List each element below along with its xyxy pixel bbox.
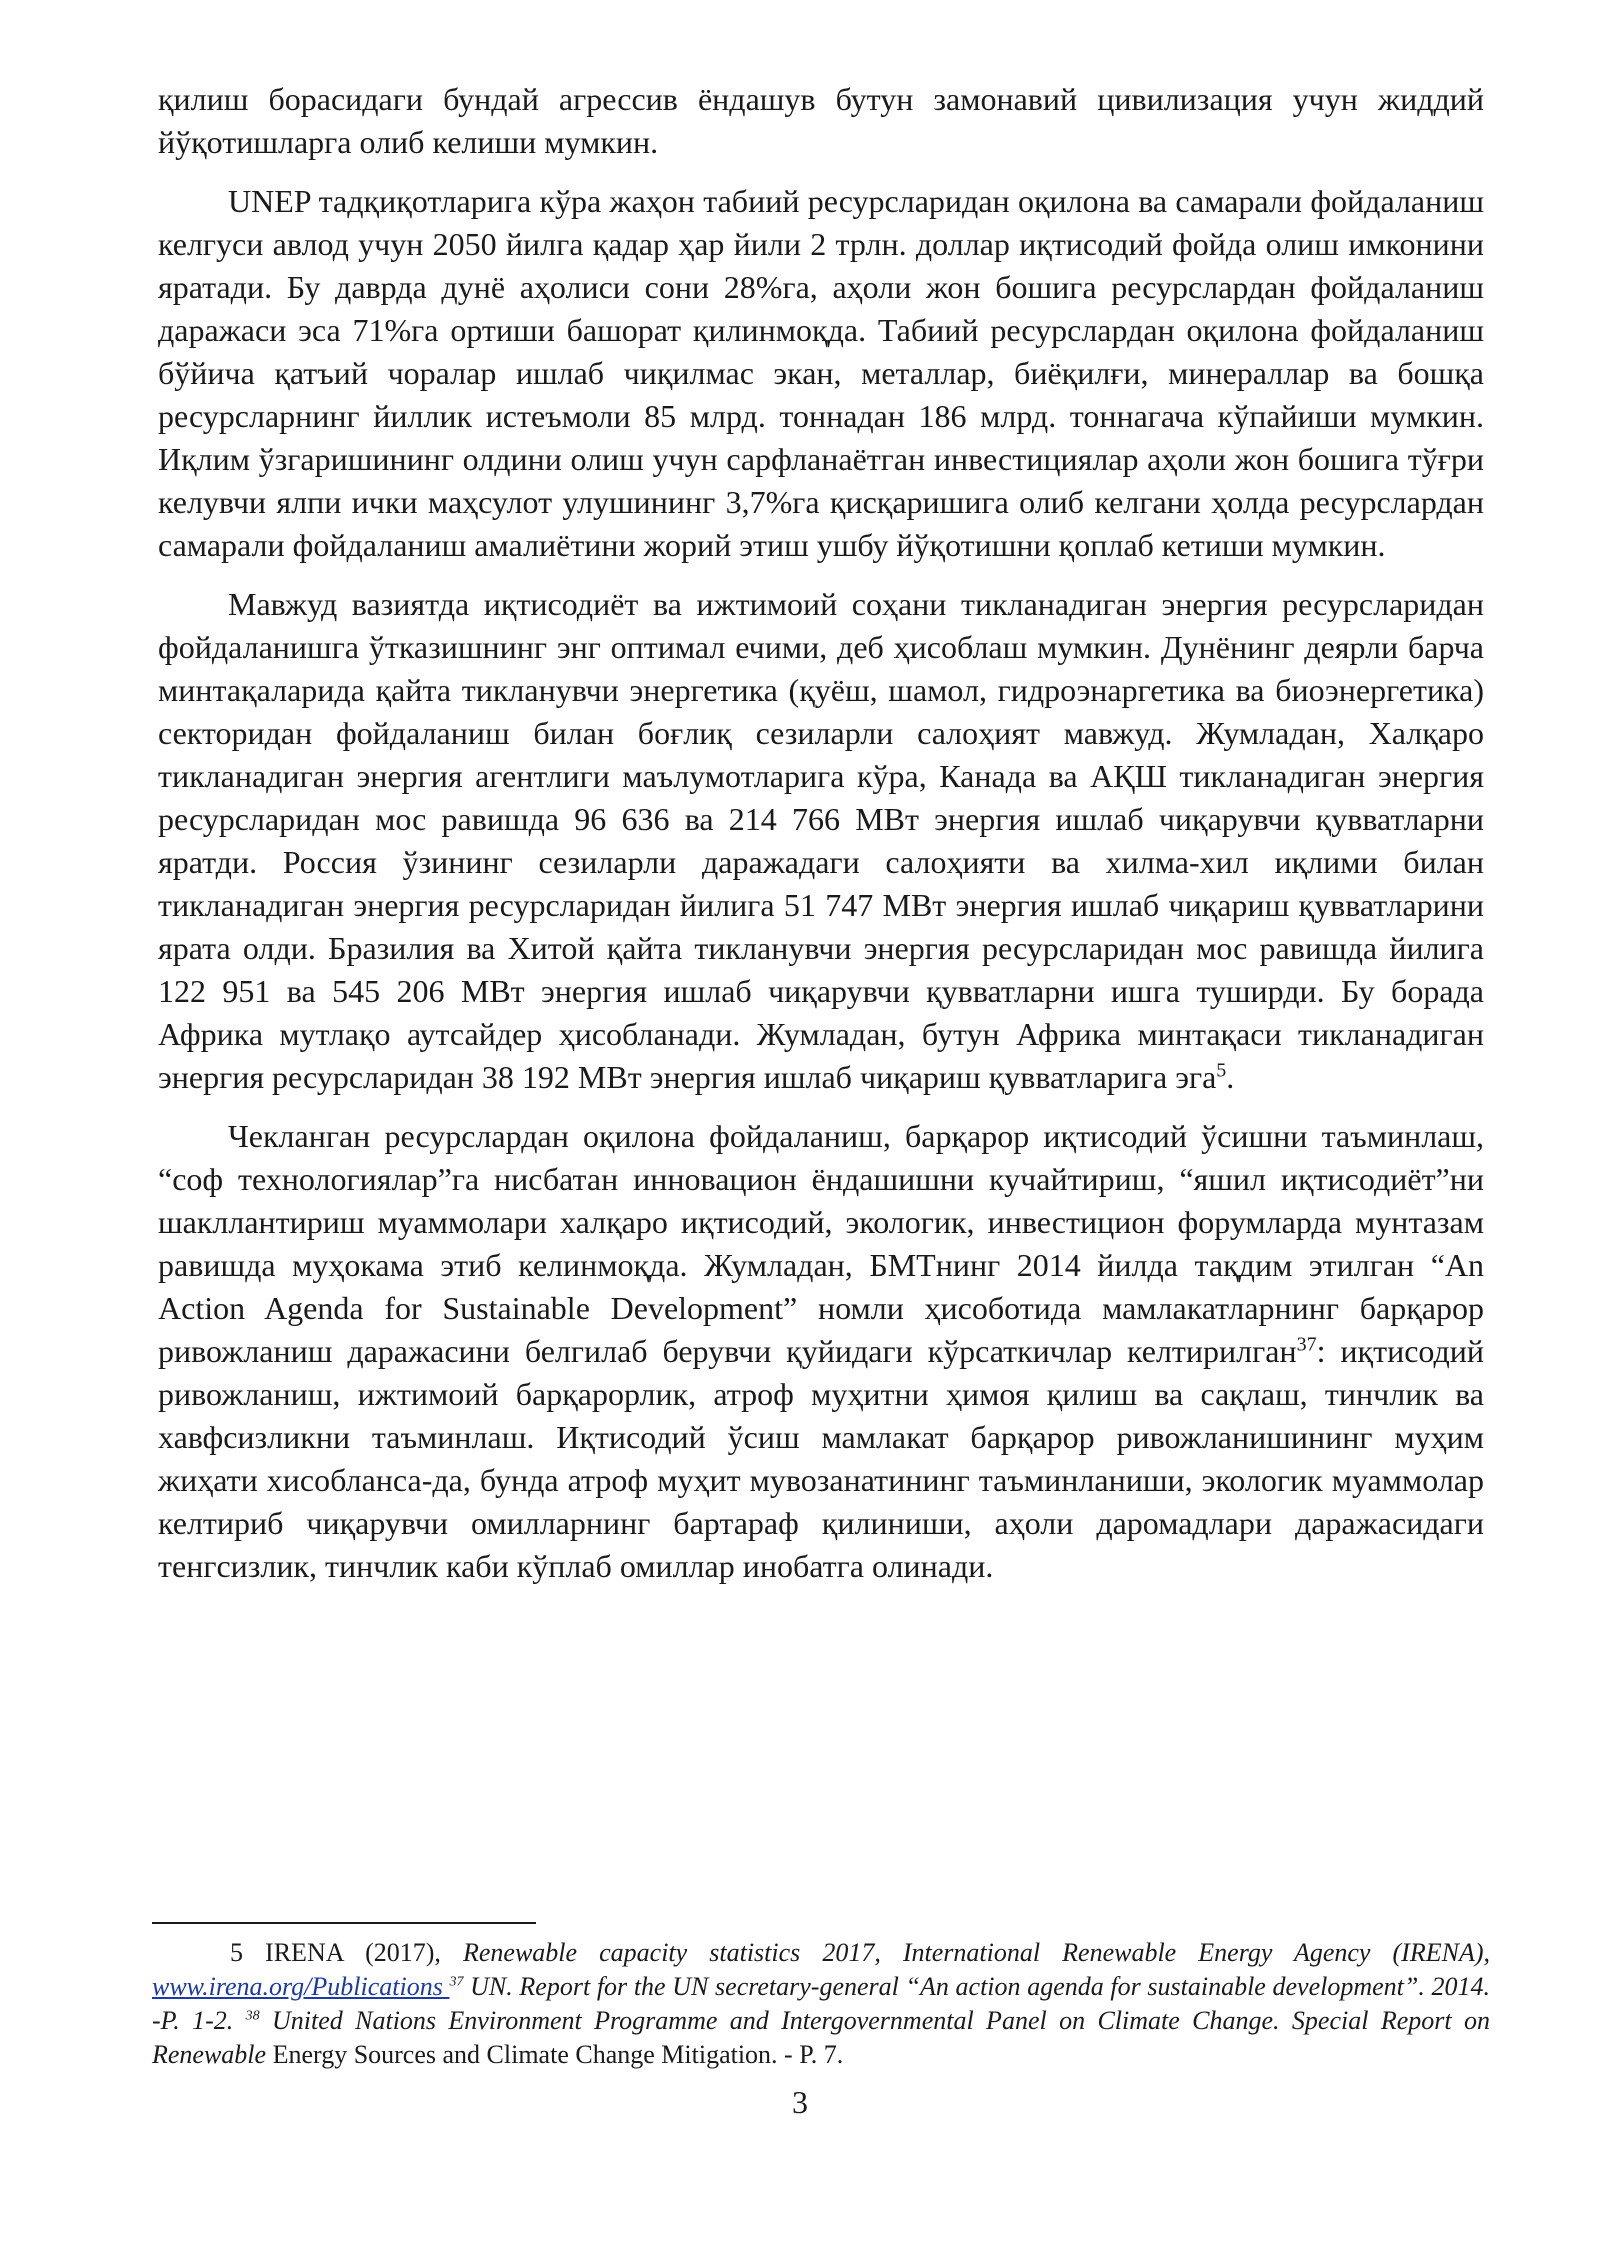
body-text: [158, 78, 1484, 1604]
paragraph-2: [158, 180, 1484, 567]
footnote-37-text: UN. Report for the UN secretary-general “An action agenda for sustainable development”. 2014. -P. 1-2.: [152, 1972, 1490, 2035]
paragraph-1-text: қилиш борасидаги бундай агрессив ёндашув бутун замонавий цивилизация учун жиддий йўқотишларга олиб келиши мумкин.: [158, 81, 1484, 160]
page-number: 3: [792, 2084, 808, 2120]
paragraph-3-tail: .: [1226, 1059, 1235, 1095]
footnote-link[interactable]: www.irena.org/Publications: [152, 1972, 450, 2001]
footnote-38-tail: Energy Sources and Climate Change Mitigation. - P. 7.: [266, 2040, 844, 2069]
footnote-38-text: United Nations Environment Programme and Intergovernmental Panel on Climate Change. Special Report on Renewable: [152, 2006, 1490, 2069]
paragraph-1: [158, 78, 1484, 164]
footnotes: [152, 1936, 1490, 2072]
footnote-separator: [152, 1922, 536, 1924]
paragraph-3: [158, 583, 1484, 1099]
footnote-lead: 5 IRENA (2017),: [230, 1938, 463, 1967]
footnote-reference[interactable]: 5: [1216, 1059, 1227, 1082]
paragraph-4-text: Чекланган ресурслардан оқилона фойдаланиш, барқарор иқтисодий ўсишни таъминлаш, “соф технологиялар”га нисбатан инновацион ёндашишни кучайтириш, “яшил иқтисодиёт”ни шакллантириш муаммолари халқаро иқтисодий, экологик, инвестицион форумларда мунтазам равишда муҳокама этиб келинмоқда. Жумладан, БМТнинг 2014 йилда тақдим этилган “An Action Agenda for Sustainable Development” номли ҳисоботида мамлакатларнинг барқарор ривожланиш даражасини белгилаб берувчи қуйидаги кўрсаткичлар келтирилган: [158, 1118, 1484, 1369]
paragraph-2-text: UNEP тадқиқотларига кўра жаҳон табиий ресурсларидан оқилона ва самарали фойдаланиш келгуси авлод учун 2050 йилга қадар ҳар йили 2 трлн. доллар иқтисодий фойда олиш имконини яратади. Бу даврда дунё аҳолиси сони 28%га, аҳоли жон бошига ресурслардан фойдаланиш даражаси эса 71%га ортиши башорат қилинмоқда. Табиий ресурслардан оқилона фойдаланиш бўйича қатъий чоралар ишлаб чиқилмас экан, металлар, биёқилғи, минераллар ва бошқа ресурсларнинг йиллик истеъмоли 85 млрд. тоннадан 186 млрд. тоннагача кўпайиши мумкин. Иқлим ўзгаришининг олдини олиш учун сарфланаётган инвестициялар аҳоли жон бошига тўғри келувчи ялпи ички маҳсулот улушининг 3,7%га қисқаришига олиб келгани ҳолда ресурслардан самарали фойдаланиш амалиётини жорий этиш ушбу йўқотишни қоплаб кетиши мумкин.: [158, 183, 1484, 563]
footnote-reference[interactable]: 37: [1296, 1333, 1317, 1356]
footnote-5: [152, 1936, 1490, 2072]
paragraph-4: [158, 1115, 1484, 1588]
footnote-source-title: Renewable capacity statistics 2017, International Renewable Energy Agency (IRENA),: [463, 1938, 1490, 1967]
paragraph-4-tail: : иқтисодий ривожланиш, ижтимоий барқарорлик, атроф муҳитни ҳимоя қилиш ва сақлаш, тинчлик ва хавфсизликни таъминлаш. Иқтисодий ўсиш мамлакат барқарор ривожланишининг муҳим жиҳати хисобланса-да, бунда атроф муҳит мувозанатининг таъминланиши, экологик муаммолар келтириб чиқарувчи омилларнинг бартараф қилиниши, аҳоли даромадлари даражасидаги тенгсизлик, тинчлик каби кўплаб омиллар инобатга олинади.: [158, 1333, 1485, 1584]
footnote-38-marker: 38: [245, 2008, 260, 2024]
paragraph-3-text: Мавжуд вазиятда иқтисодиёт ва ижтимоий соҳани тикланадиган энергия ресурсларидан фойдаланишга ўтказишнинг энг оптимал ечими, деб ҳисоблаш мумкин. Дунёнинг деярли барча минтақаларида қайта тикланувчи энергетика (қуёш, шамол, гидроэнаргетика ва биоэнергетика) секторидан фойдаланиш билан боғлиқ сезиларли салоҳият мавжуд. Жумладан, Халқаро тикланадиган энергия агентлиги маълумотларига кўра, Канада ва АҚШ тикланадиган энергия ресурсларидан мос равишда 96 636 ва 214 766 МВт энергия ишлаб чиқарувчи қувватларни яратди. Россия ўзининг сезиларли даражадаги салоҳияти ва хилма-хил иқлими билан тикланадиган энергия ресурсларидан йилига 51 747 МВт энергия ишлаб чиқариш қувватларини ярата олди. Бразилия ва Хитой қайта тикланувчи энергия ресурсларидан мос равишда йилига 122 951 ва 545 206 МВт энергия ишлаб чиқарувчи қувватларни ишга туширди. Бу борада Африка мутлақо аутсайдер ҳисобланади. Жумладан, бутун Африка минтақаси тикланадиган энергия ресурсларидан 38 192 МВт энергия ишлаб чиқариш қувватларига эга: [158, 586, 1484, 1095]
footnote-37-marker: 37: [449, 1974, 464, 1990]
